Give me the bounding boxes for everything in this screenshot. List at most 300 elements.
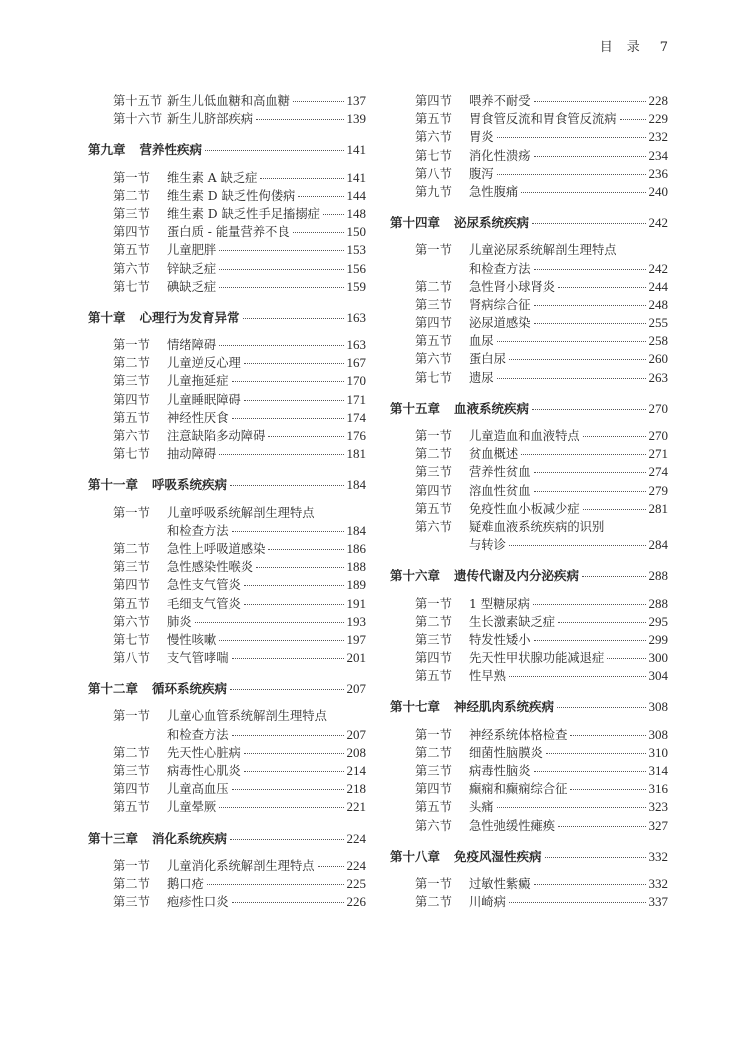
toc-section-entry[interactable] xyxy=(88,557,366,575)
dot-leader xyxy=(557,707,645,708)
page-ref: 188 xyxy=(346,559,366,575)
dot-leader xyxy=(534,771,646,772)
toc-section-entry[interactable] xyxy=(390,517,668,535)
toc-section-entry[interactable] xyxy=(390,761,668,779)
page-ref: 274 xyxy=(648,464,668,480)
section-label: 第一节 xyxy=(113,338,150,353)
page-ref: 137 xyxy=(346,93,366,108)
page-ref: 167 xyxy=(346,355,366,371)
section-label: 第三节 xyxy=(415,764,452,778)
dot-leader xyxy=(244,604,344,605)
page-ref: 171 xyxy=(346,391,366,407)
toc-section-entry[interactable] xyxy=(390,462,668,480)
toc-section-entry[interactable] xyxy=(88,706,366,724)
dot-leader xyxy=(232,902,344,903)
toc-section-entry[interactable] xyxy=(390,816,668,834)
page-ref: 236 xyxy=(648,165,668,181)
section-label: 第四节 xyxy=(113,225,150,240)
toc-section-entry[interactable] xyxy=(88,444,366,462)
dot-leader xyxy=(497,137,646,138)
entry-title: 免疫风湿性疾病 xyxy=(454,848,542,864)
page-ref: 208 xyxy=(346,744,366,760)
toc-section-entry[interactable] xyxy=(390,499,668,517)
dot-leader xyxy=(607,658,645,659)
entry-title: 性早熟 xyxy=(469,669,506,684)
toc-section-entry[interactable] xyxy=(88,277,366,295)
dot-leader xyxy=(268,436,343,437)
section-label: 第六节 xyxy=(113,429,150,443)
section-label: 第三节 xyxy=(113,895,150,910)
page-ref: 159 xyxy=(346,278,366,294)
entry-title: 泌尿系统疾病 xyxy=(454,215,530,231)
dot-leader xyxy=(244,585,344,586)
dot-leader xyxy=(230,839,343,840)
toc-section-entry-continued[interactable] xyxy=(88,521,366,539)
page-ref: 141 xyxy=(346,169,366,185)
toc-chapter-entry[interactable] xyxy=(390,697,668,715)
section-label: 第八节 xyxy=(415,166,452,181)
dot-leader xyxy=(244,363,344,364)
dot-leader xyxy=(232,735,344,736)
toc-section-entry[interactable] xyxy=(390,797,668,815)
toc-section-entry[interactable] xyxy=(390,779,668,797)
toc-section-entry[interactable] xyxy=(88,204,366,222)
page-ref: 308 xyxy=(648,726,668,742)
section-label: 第三节 xyxy=(415,632,452,647)
entry-title: 神经肌肉系统疾病 xyxy=(454,699,555,715)
toc-section-entry[interactable] xyxy=(88,539,366,557)
page-ref: 242 xyxy=(648,260,668,276)
toc-section-entry[interactable] xyxy=(390,349,668,367)
toc-column-left xyxy=(88,91,366,910)
chapter-label: 第十三章 xyxy=(88,830,139,846)
entry-title: 儿童逆反心理 xyxy=(167,356,241,371)
entry-title: 血液系统疾病 xyxy=(454,400,530,416)
entry-title: 特发性矮小 xyxy=(469,632,531,647)
entry-title: 泌尿道感染 xyxy=(469,316,531,331)
section-label: 第七节 xyxy=(415,148,452,163)
toc-section-entry[interactable] xyxy=(88,761,366,779)
page-ref: 240 xyxy=(648,183,668,199)
page-ref: 310 xyxy=(648,744,668,760)
toc-chapter-entry[interactable] xyxy=(390,213,668,231)
dot-leader xyxy=(230,485,343,486)
toc-section-entry[interactable] xyxy=(390,91,668,109)
entry-title: 新生儿低血糖和高血糖 xyxy=(167,94,290,108)
dot-leader xyxy=(497,378,646,379)
entry-title: 癫痫和癫痫综合征 xyxy=(469,782,568,797)
entry-title: 情绪障碍 xyxy=(167,338,217,353)
entry-title: 病毒性心肌炎 xyxy=(167,764,241,778)
toc-section-entry[interactable] xyxy=(390,331,668,349)
section-label: 第二节 xyxy=(113,745,150,760)
dot-leader xyxy=(534,269,646,270)
running-header xyxy=(600,36,668,55)
toc-section-entry[interactable] xyxy=(88,240,366,258)
page-ref: 207 xyxy=(346,681,366,697)
toc-chapter-entry[interactable] xyxy=(88,308,366,326)
entry-title: 血尿 xyxy=(469,334,494,349)
entry-title: 溶血性贫血 xyxy=(469,483,531,498)
page-ref: 284 xyxy=(648,537,668,553)
dot-leader xyxy=(497,341,646,342)
page-ref: 323 xyxy=(648,799,668,815)
entry-title: 肺炎 xyxy=(167,614,192,629)
toc-section-entry[interactable] xyxy=(88,503,366,521)
dot-leader xyxy=(205,150,343,151)
toc-section-entry[interactable] xyxy=(88,426,366,444)
dot-leader xyxy=(232,658,344,659)
entry-title: 维生素 D 缺乏性佝偻病 xyxy=(167,188,296,203)
entry-title: 维生素 D 缺乏性手足搐搦症 xyxy=(167,206,320,221)
toc-section-entry[interactable] xyxy=(88,612,366,630)
entry-title: 儿童心血管系统解剖生理特点 xyxy=(167,709,327,724)
entry-title: 疱疹性口炎 xyxy=(167,895,229,910)
section-label: 第四节 xyxy=(415,651,452,666)
entry-title: 支气管哮喘 xyxy=(167,651,229,666)
dot-leader xyxy=(244,400,344,401)
toc-section-entry[interactable] xyxy=(390,182,668,200)
toc-section-entry[interactable] xyxy=(88,648,366,666)
entry-title: 儿童呼吸系统解剖生理特点 xyxy=(167,505,315,520)
entry-title: 生长激素缺乏症 xyxy=(469,614,556,629)
entry-title: 循环系统疾病 xyxy=(152,681,228,697)
entry-title: 1 型糖尿病 xyxy=(469,596,530,611)
page-ref: 332 xyxy=(648,875,668,891)
toc-section-entry[interactable] xyxy=(88,109,366,127)
section-label: 第四节 xyxy=(415,782,452,797)
page-ref: 148 xyxy=(346,205,366,221)
section-label: 第一节 xyxy=(415,429,452,443)
section-label: 第五节 xyxy=(113,596,150,611)
dot-leader xyxy=(583,436,646,437)
dot-leader xyxy=(570,789,645,790)
toc-section-entry[interactable] xyxy=(390,725,668,743)
toc-section-entry-continued[interactable] xyxy=(390,535,668,553)
entry-title: 急性肾小球肾炎 xyxy=(469,279,556,294)
dot-leader xyxy=(232,381,344,382)
toc-section-entry[interactable] xyxy=(88,371,366,389)
entry-title: 维生素 A 缺乏症 xyxy=(167,170,258,185)
dot-leader xyxy=(230,689,343,690)
toc-section-entry-continued[interactable] xyxy=(390,259,668,277)
page-ref: 191 xyxy=(346,595,366,611)
entry-title: 注意缺陷多动障碍 xyxy=(167,429,266,443)
entry-title-continued: 和检查方法 xyxy=(167,523,229,538)
section-label: 第五节 xyxy=(113,410,150,425)
page-ref: 281 xyxy=(648,500,668,516)
section-label: 第三节 xyxy=(415,465,452,480)
section-label: 第四节 xyxy=(415,316,452,331)
toc-section-entry[interactable] xyxy=(390,277,668,295)
page-ref: 207 xyxy=(346,726,366,742)
page-ref: 193 xyxy=(346,613,366,629)
dot-leader xyxy=(509,676,646,677)
page-ref: 141 xyxy=(346,142,366,158)
page-ref: 226 xyxy=(346,894,366,910)
section-label: 第二节 xyxy=(415,745,452,760)
section-label: 第二节 xyxy=(415,279,452,294)
page-ref: 337 xyxy=(648,894,668,910)
toc-section-entry[interactable] xyxy=(88,353,366,371)
dot-leader xyxy=(570,735,645,736)
page-ref: 288 xyxy=(648,568,668,584)
toc-section-entry[interactable] xyxy=(390,109,668,127)
page-ref: 170 xyxy=(346,373,366,389)
toc-chapter-entry[interactable] xyxy=(88,475,366,493)
dot-leader xyxy=(497,807,646,808)
entry-title-continued: 与转诊 xyxy=(469,538,506,553)
toc-section-entry[interactable] xyxy=(88,186,366,204)
toc-section-entry[interactable] xyxy=(390,426,668,444)
toc-section-entry[interactable] xyxy=(390,666,668,684)
entry-title: 过敏性紫癜 xyxy=(469,876,531,891)
entry-title: 免疫性血小板减少症 xyxy=(469,501,580,516)
dot-leader xyxy=(534,101,646,102)
page-ref: 270 xyxy=(648,428,668,443)
page-ref: 271 xyxy=(648,446,668,462)
dot-leader xyxy=(207,884,344,885)
entry-title: 先天性甲状腺功能减退症 xyxy=(469,651,605,666)
dot-leader xyxy=(232,789,344,790)
page-ref: 248 xyxy=(648,296,668,312)
entry-title: 儿童造血和血液特点 xyxy=(469,429,580,443)
page-ref: 304 xyxy=(648,668,668,684)
toc-section-entry[interactable] xyxy=(390,612,668,630)
toc-section-entry[interactable] xyxy=(390,594,668,612)
page-ref: 224 xyxy=(346,830,366,846)
toc-section-entry[interactable] xyxy=(390,444,668,462)
toc-section-entry[interactable] xyxy=(390,892,668,910)
chapter-label: 第十四章 xyxy=(390,215,441,231)
dot-leader xyxy=(546,753,646,754)
toc-section-entry[interactable] xyxy=(390,295,668,313)
page-ref: 197 xyxy=(346,631,366,647)
entry-title: 儿童高血压 xyxy=(167,782,229,797)
section-label: 第六节 xyxy=(415,519,452,534)
entry-title: 营养性疾病 xyxy=(139,142,203,158)
toc-section-entry[interactable] xyxy=(88,630,366,648)
entry-title: 细菌性脑膜炎 xyxy=(469,745,543,760)
entry-title: 儿童拖延症 xyxy=(167,374,229,389)
page-ref: 218 xyxy=(346,781,366,797)
toc-chapter-entry[interactable] xyxy=(390,847,668,865)
section-label: 第二节 xyxy=(415,447,452,462)
entry-title: 贫血概述 xyxy=(469,447,519,462)
entry-title: 蛋白尿 xyxy=(469,352,506,367)
toc-section-entry[interactable] xyxy=(88,779,366,797)
section-label: 第七节 xyxy=(113,447,150,462)
page-ref: 299 xyxy=(648,631,668,647)
toc-section-entry[interactable] xyxy=(390,240,668,258)
section-label: 第五节 xyxy=(415,112,452,127)
entry-title: 腹泻 xyxy=(469,166,494,181)
section-label: 第一节 xyxy=(113,709,150,724)
entry-title: 消化性溃疡 xyxy=(469,148,531,163)
toc-chapter-entry[interactable] xyxy=(88,140,366,158)
page-number: 7 xyxy=(659,40,668,55)
entry-title: 心理行为发育异常 xyxy=(139,309,240,325)
entry-title-continued: 和检查方法 xyxy=(469,261,531,276)
dot-leader xyxy=(219,250,343,251)
entry-title: 遗尿 xyxy=(469,370,494,385)
toc-section-entry[interactable] xyxy=(88,222,366,240)
section-label: 第四节 xyxy=(415,483,452,498)
dot-leader xyxy=(534,323,646,324)
page-ref: 181 xyxy=(346,446,366,462)
section-label: 第九节 xyxy=(415,184,452,199)
page-ref: 308 xyxy=(648,699,668,715)
toc-section-entry[interactable] xyxy=(88,575,366,593)
toc-section-entry[interactable] xyxy=(390,874,668,892)
dot-leader xyxy=(509,545,646,546)
entry-title: 儿童肥胖 xyxy=(167,243,217,258)
toc-section-entry[interactable] xyxy=(390,164,668,182)
entry-title: 疑难血液系统疾病的识别 xyxy=(469,519,605,534)
toc-section-entry[interactable] xyxy=(88,743,366,761)
section-label: 第五节 xyxy=(415,501,452,516)
section-label: 第六节 xyxy=(415,352,452,367)
entry-title: 儿童晕厥 xyxy=(167,800,217,815)
section-label: 第二节 xyxy=(113,876,150,891)
section-label: 第一节 xyxy=(415,876,452,891)
section-label: 第五节 xyxy=(415,669,452,684)
page-ref: 327 xyxy=(648,817,668,833)
chapter-label: 第十六章 xyxy=(390,568,441,584)
chapter-label: 第十七章 xyxy=(390,699,441,715)
page-ref: 229 xyxy=(648,111,668,127)
entry-title: 抽动障碍 xyxy=(167,447,217,462)
section-label: 第一节 xyxy=(415,243,452,258)
page-ref: 153 xyxy=(346,242,366,258)
toc-chapter-entry[interactable] xyxy=(88,829,366,847)
entry-title: 毛细支气管炎 xyxy=(167,596,241,611)
page-ref: 139 xyxy=(346,111,366,127)
dot-leader xyxy=(298,196,343,197)
section-label: 第十六节 xyxy=(113,112,163,127)
toc-section-entry-continued[interactable] xyxy=(88,725,366,743)
entry-title: 急性腹痛 xyxy=(469,184,519,199)
toc-section-entry[interactable] xyxy=(88,874,366,892)
dot-leader xyxy=(219,345,343,346)
entry-title: 儿童泌尿系统解剖生理特点 xyxy=(469,243,617,258)
dot-leader xyxy=(244,753,344,754)
dot-leader xyxy=(256,119,343,120)
page-ref: 332 xyxy=(648,848,668,864)
section-label: 第八节 xyxy=(113,651,150,666)
section-label: 第四节 xyxy=(113,578,150,593)
page-ref: 156 xyxy=(346,260,366,276)
dot-leader xyxy=(521,192,645,193)
section-label: 第一节 xyxy=(415,727,452,742)
dot-leader xyxy=(232,531,344,532)
page-ref: 174 xyxy=(346,409,366,425)
entry-title: 急性感染性喉炎 xyxy=(167,560,254,575)
dot-leader xyxy=(521,454,645,455)
toc-section-entry[interactable] xyxy=(88,390,366,408)
dot-leader xyxy=(532,409,645,410)
toc-section-entry[interactable] xyxy=(390,648,668,666)
entry-title: 鹅口疮 xyxy=(167,876,204,891)
toc-chapter-entry[interactable] xyxy=(390,399,668,417)
entry-title: 川崎病 xyxy=(469,895,506,910)
page-ref: 314 xyxy=(648,763,668,778)
toc-section-entry[interactable] xyxy=(88,892,366,910)
toc-section-entry[interactable] xyxy=(390,630,668,648)
toc-section-entry[interactable] xyxy=(88,408,366,426)
toc-section-entry[interactable] xyxy=(88,259,366,277)
page-ref: 234 xyxy=(648,147,668,163)
toc-section-entry[interactable] xyxy=(390,481,668,499)
section-label: 第四节 xyxy=(113,392,150,407)
section-label: 第六节 xyxy=(113,614,150,629)
toc-section-entry[interactable] xyxy=(390,127,668,145)
entry-title: 锌缺乏症 xyxy=(167,261,217,276)
dot-leader xyxy=(232,418,344,419)
toc-section-entry[interactable] xyxy=(88,168,366,186)
dot-leader xyxy=(509,359,646,360)
dot-leader xyxy=(583,509,646,510)
toc-chapter-entry[interactable] xyxy=(88,679,366,697)
chapter-label: 第十一章 xyxy=(88,477,139,493)
toc-section-entry[interactable] xyxy=(390,313,668,331)
entry-title: 呼吸系统疾病 xyxy=(152,477,228,493)
page-ref: 214 xyxy=(346,763,366,778)
entry-title: 营养性贫血 xyxy=(469,465,531,480)
page-ref: 225 xyxy=(346,875,366,891)
toc-section-entry[interactable] xyxy=(88,594,366,612)
entry-title: 胃炎 xyxy=(469,130,494,145)
dot-leader xyxy=(497,174,646,175)
toc-section-entry[interactable] xyxy=(88,91,366,109)
toc-section-entry[interactable] xyxy=(390,146,668,164)
chapter-label: 第十五章 xyxy=(390,400,441,416)
dot-leader xyxy=(243,318,344,319)
section-label: 第六节 xyxy=(415,130,452,145)
page-ref: 232 xyxy=(648,129,668,145)
section-label: 第二节 xyxy=(113,356,150,371)
dot-leader xyxy=(534,472,646,473)
dot-leader xyxy=(558,622,645,623)
toc-section-entry[interactable] xyxy=(390,368,668,386)
dot-leader xyxy=(323,214,344,215)
section-label: 第三节 xyxy=(113,764,150,778)
page-ref: 201 xyxy=(346,650,366,666)
page-ref: 186 xyxy=(346,540,366,556)
entry-title: 喂养不耐受 xyxy=(469,94,531,108)
chapter-label: 第十章 xyxy=(88,309,126,325)
page-ref: 184 xyxy=(346,522,366,538)
toc-section-entry[interactable] xyxy=(88,335,366,353)
dot-leader xyxy=(534,884,646,885)
page-ref: 316 xyxy=(648,781,668,797)
dot-leader xyxy=(219,640,343,641)
dot-leader xyxy=(532,223,645,224)
page-ref: 295 xyxy=(648,613,668,629)
toc-section-entry[interactable] xyxy=(390,743,668,761)
entry-title: 胃食管反流和胃食管反流病 xyxy=(469,112,617,127)
page-ref: 144 xyxy=(346,187,366,203)
entry-title: 先天性心脏病 xyxy=(167,745,241,760)
section-label: 第三节 xyxy=(113,206,150,221)
section-label: 第五节 xyxy=(415,800,452,815)
dot-leader xyxy=(318,866,344,867)
toc-chapter-entry[interactable] xyxy=(390,566,668,584)
entry-title: 儿童消化系统解剖生理特点 xyxy=(167,858,315,873)
toc-section-entry[interactable] xyxy=(88,797,366,815)
entry-title: 碘缺乏症 xyxy=(167,279,217,294)
toc-section-entry[interactable] xyxy=(88,856,366,874)
